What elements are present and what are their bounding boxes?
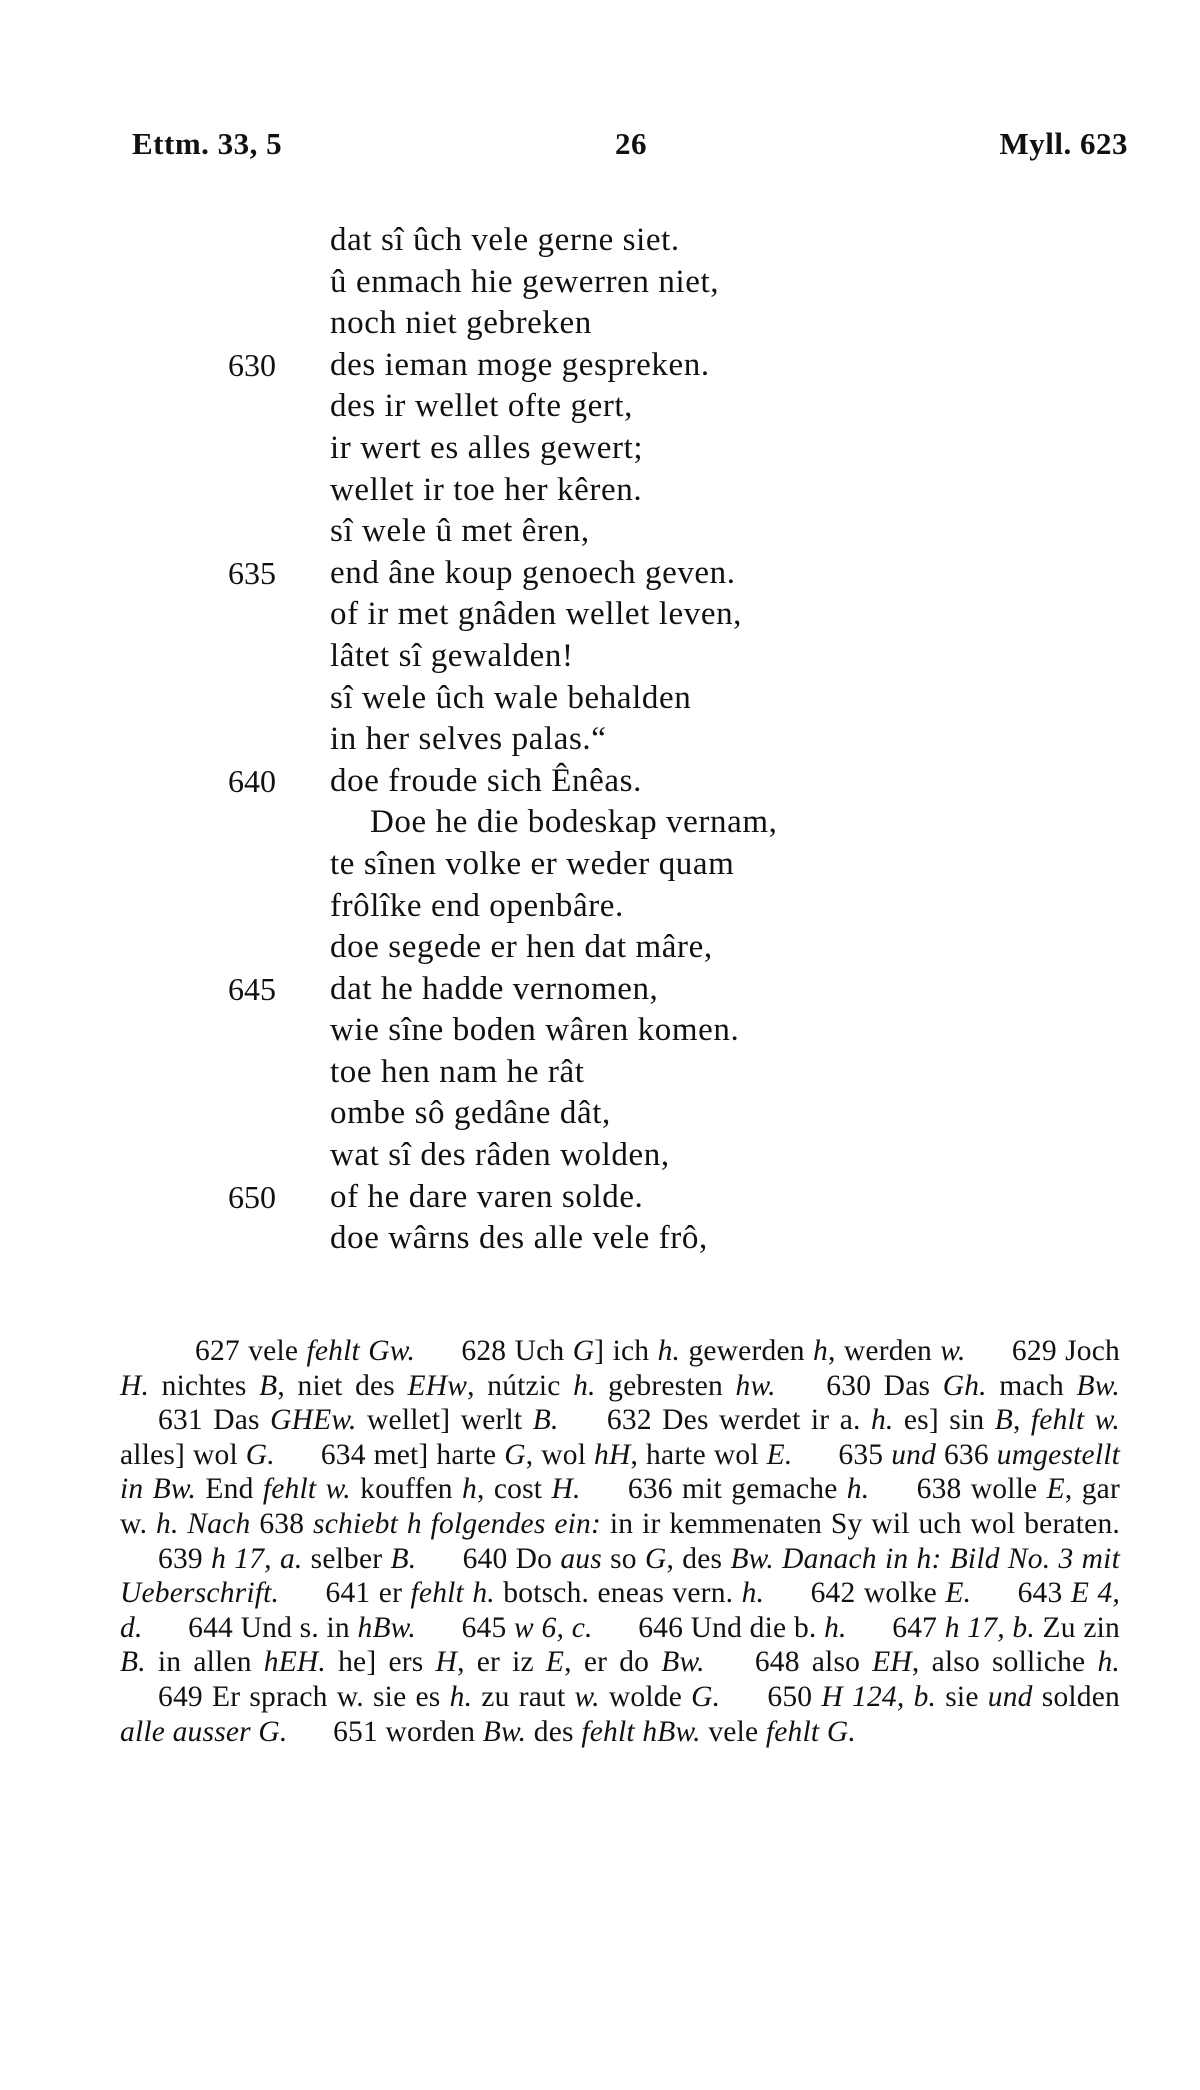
verse-line (0, 886, 1200, 928)
verse-line (0, 594, 1200, 636)
apparatus-note: 646 Und die b. h. (638, 1611, 847, 1644)
verse-line (0, 1010, 1200, 1052)
verse-line-text: lâtet sî gewalden! (330, 637, 574, 674)
apparatus-note: 651 worden Bw. des fehlt hBw. vele fehlt G. (333, 1715, 856, 1748)
verse-line (0, 1093, 1200, 1135)
verse-line (0, 1177, 1200, 1219)
header-left-reference: Ettm. 33, 5 (132, 126, 283, 161)
verse-line-text: in her selves palas.“ (330, 721, 607, 758)
apparatus-note: 639 h 17, a. selber B. (158, 1542, 417, 1575)
apparatus-note: 638 wolle E, gar w. h. Nach 638 schiebt h folgendes ein: in ir kemmenaten Sy wil uch wol beraten. (120, 1473, 1121, 1540)
line-number: 650 (228, 1178, 276, 1215)
apparatus-note: 647 h 17, b. Zu zin B. in allen hEH. he] ers H, er iz E, er do Bw. (120, 1611, 1120, 1679)
verse-line (0, 345, 1200, 387)
apparatus-note: 643 E 4, d. (120, 1577, 1120, 1644)
verse-line (0, 678, 1200, 720)
apparatus-note: 649 Er sprach w. sie es h. zu raut w. wolde G. (158, 1680, 721, 1713)
verse-line-text: û enmach hie gewerren niet, (330, 263, 720, 300)
page-number: 26 (615, 126, 647, 161)
verse-line (0, 428, 1200, 470)
apparatus-note: 631 Das GHEw. wellet] werlt B. (158, 1404, 559, 1437)
verse-line-text: wat sî des râden wolden, (330, 1137, 670, 1174)
verse-text (0, 220, 1200, 1260)
verse-line (0, 1052, 1200, 1094)
line-number: 640 (228, 762, 276, 799)
verse-line-text: noch niet gebreken (330, 305, 592, 342)
apparatus-note: 630 Das Gh. mach Bw. (826, 1369, 1120, 1402)
verse-line (0, 719, 1200, 761)
critical-apparatus (120, 1334, 1120, 1749)
apparatus-note: 628 Uch G] ich h. gewerden h, werden w. (461, 1335, 966, 1367)
verse-line-text: dat he hadde vernomen, (330, 970, 659, 1007)
verse-line (0, 220, 1200, 262)
verse-line-text: end âne koup genoech geven. (330, 554, 736, 591)
apparatus-note: 634 met] harte G, wol hH, harte wol E. (320, 1438, 793, 1471)
verse-line-text: of ir met gnâden wellet leven, (330, 596, 743, 633)
running-header (132, 126, 1128, 166)
verse-line (0, 262, 1200, 304)
verse-line (0, 927, 1200, 969)
apparatus-note: 641 er fehlt h. botsch. eneas vern. h. (325, 1577, 765, 1610)
verse-line-text: toe hen nam he rât (330, 1053, 585, 1090)
line-number: 630 (228, 346, 276, 383)
verse-line-text: Doe he die bodeskap vernam, (370, 804, 778, 841)
verse-line-text: of he dare varen solde. (330, 1178, 644, 1215)
verse-line (0, 386, 1200, 428)
apparatus-note: 645 w 6, c. (461, 1611, 593, 1644)
verse-line (0, 761, 1200, 803)
header-right-reference: Myll. 623 (999, 126, 1128, 161)
apparatus-note: 644 Und s. in hBw. (188, 1611, 416, 1644)
verse-line (0, 1135, 1200, 1177)
apparatus-note: 635 und 636 umgestellt in Bw. End fehlt w. kouffen h, cost H. (120, 1438, 1121, 1506)
verse-line-text: frôlîke end openbâre. (330, 887, 624, 924)
verse-line (0, 553, 1200, 595)
verse-line (0, 1218, 1200, 1260)
line-number: 635 (228, 554, 276, 591)
verse-line-text: des ir wellet ofte gert, (330, 388, 634, 425)
verse-line-text: doe segede er hen dat mâre, (330, 929, 713, 966)
apparatus-note: 640 Do aus so G, des Bw. Danach in h: Bild No. 3 mit Ueberschrift. (120, 1542, 1120, 1610)
apparatus-note: 650 H 124, b. sie und solden alle ausser G. (120, 1680, 1120, 1748)
verse-line-text: ombe sô gedâne dât, (330, 1095, 611, 1132)
verse-line (0, 844, 1200, 886)
verse-line-text: wie sîne boden wâren komen. (330, 1012, 740, 1049)
verse-line-text: doe wârns des alle vele frô, (330, 1220, 708, 1257)
verse-line (0, 802, 1200, 844)
apparatus-note: 629 Joch H. nichtes B, niet des EHw, nútzic h. gebresten hw. (120, 1335, 1120, 1402)
verse-line (0, 470, 1200, 512)
verse-line-text: doe froude sich Ênêas. (330, 762, 642, 799)
apparatus-note: 642 wolke E. (810, 1577, 972, 1610)
verse-line-text: ir wert es alles gewert; (330, 429, 644, 466)
apparatus-note: 632 Des werdet ir a. h. es] sin B, fehlt w. alles] wol G. (120, 1404, 1120, 1471)
verse-line-text: sî wele û met êren, (330, 513, 590, 550)
apparatus-note: 636 mit gemache h. (627, 1473, 870, 1506)
verse-line-text: dat sî ûch vele gerne siet. (330, 222, 680, 258)
verse-line (0, 511, 1200, 553)
verse-line-text: te sînen volke er weder quam (330, 845, 735, 882)
verse-line-text: sî wele ûch wale behalden (330, 679, 692, 716)
apparatus-note: 648 also EH, also solliche h. (754, 1646, 1120, 1679)
apparatus-note: 627 vele fehlt Gw. (195, 1335, 416, 1367)
verse-line (0, 969, 1200, 1011)
verse-line-text: des ieman moge gespreken. (330, 346, 710, 383)
verse-line (0, 303, 1200, 345)
verse-line (0, 636, 1200, 678)
verse-line-text: wellet ir toe her kêren. (330, 471, 643, 508)
line-number: 645 (228, 970, 276, 1007)
